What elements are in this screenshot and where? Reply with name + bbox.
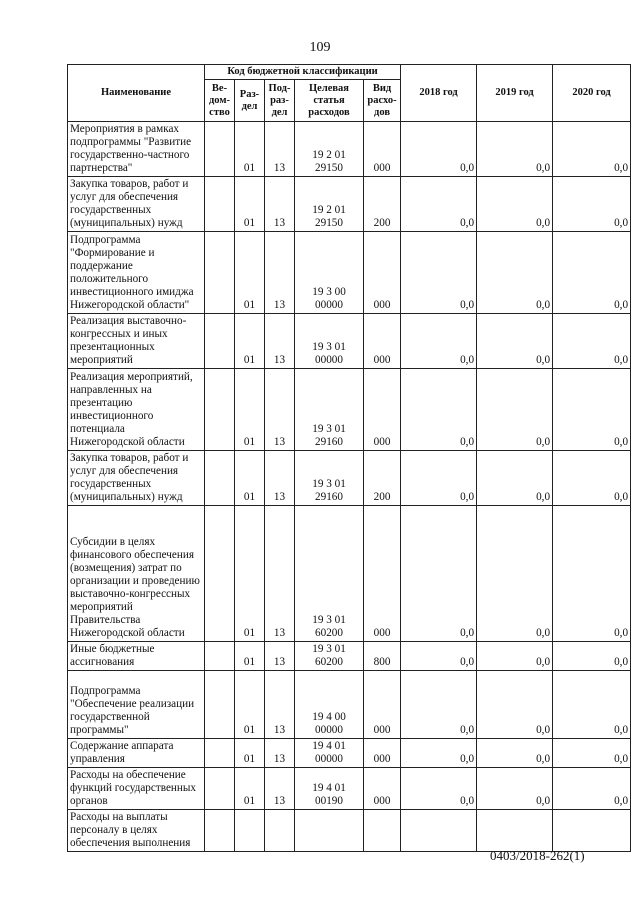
row-tselevaya: 19 3 00 00000 xyxy=(295,232,364,314)
row-podrazdel xyxy=(265,810,295,852)
header-tselevaya-statya: Целевая статья расходов xyxy=(295,80,364,122)
row-podrazdel: 13 xyxy=(265,177,295,232)
row-name: Реализация выставочно-конгрессных и иных презентационных мероприятий xyxy=(68,314,205,369)
row-tselevaya: 19 3 01 29160 xyxy=(295,369,364,451)
row-tselevaya xyxy=(295,810,364,852)
row-2020: 0,0 xyxy=(553,369,631,451)
row-2018: 0,0 xyxy=(401,451,477,506)
row-2019: 0,0 xyxy=(477,369,553,451)
row-razdel: 01 xyxy=(235,506,265,642)
row-podrazdel: 13 xyxy=(265,122,295,177)
row-2020: 0,0 xyxy=(553,122,631,177)
row-name: Расходы на выплаты персоналу в целях обеспечения выполнения xyxy=(68,810,205,852)
row-2018: 0,0 xyxy=(401,314,477,369)
row-name: Реализация мероприятий, направленных на презентацию инвестиционного потенциала Нижегородской области xyxy=(68,369,205,451)
row-name: Содержание аппарата управления xyxy=(68,739,205,768)
table-row xyxy=(68,506,631,642)
row-2019: 0,0 xyxy=(477,451,553,506)
row-2019: 0,0 xyxy=(477,232,553,314)
row-razdel: 01 xyxy=(235,122,265,177)
row-2020: 0,0 xyxy=(553,506,631,642)
row-podrazdel: 13 xyxy=(265,369,295,451)
row-2019: 0,0 xyxy=(477,506,553,642)
row-ved xyxy=(205,451,235,506)
row-ved xyxy=(205,768,235,810)
row-ved xyxy=(205,314,235,369)
row-2019: 0,0 xyxy=(477,671,553,739)
header-classification-group: Код бюджетной классификации xyxy=(205,65,401,80)
table-row xyxy=(68,314,631,369)
header-vedomstvo: Ве- дом- ство xyxy=(205,80,235,122)
table-row xyxy=(68,177,631,232)
row-podrazdel: 13 xyxy=(265,506,295,642)
row-vid: 800 xyxy=(364,642,401,671)
row-podrazdel: 13 xyxy=(265,642,295,671)
table-row xyxy=(68,768,631,810)
row-tselevaya: 19 4 00 00000 xyxy=(295,671,364,739)
row-2020: 0,0 xyxy=(553,451,631,506)
row-2019: 0,0 xyxy=(477,768,553,810)
header-year-2018: 2018 год xyxy=(401,65,477,122)
row-name: Субсидии в целях финансового обеспечения (возмещения) затрат по организации и проведению выставочно-конгрессных мероприятий Правительства Нижегородской области xyxy=(68,506,205,642)
row-tselevaya: 19 4 01 00000 xyxy=(295,739,364,768)
row-ved xyxy=(205,232,235,314)
row-razdel: 01 xyxy=(235,671,265,739)
row-2020 xyxy=(553,810,631,852)
row-2019: 0,0 xyxy=(477,739,553,768)
row-vid: 000 xyxy=(364,739,401,768)
budget-table xyxy=(67,64,631,852)
table-row xyxy=(68,810,631,852)
row-2018: 0,0 xyxy=(401,642,477,671)
row-name: Закупка товаров, работ и услуг для обеспечения государственных (муниципальных) нужд xyxy=(68,451,205,506)
table-row xyxy=(68,451,631,506)
row-2020: 0,0 xyxy=(553,232,631,314)
row-2019: 0,0 xyxy=(477,122,553,177)
row-ved xyxy=(205,177,235,232)
table-row xyxy=(68,671,631,739)
row-razdel: 01 xyxy=(235,232,265,314)
row-2018: 0,0 xyxy=(401,739,477,768)
row-razdel: 01 xyxy=(235,314,265,369)
row-vid: 200 xyxy=(364,177,401,232)
row-vid: 000 xyxy=(364,369,401,451)
row-razdel: 01 xyxy=(235,177,265,232)
row-vid: 000 xyxy=(364,671,401,739)
table-row xyxy=(68,642,631,671)
row-podrazdel: 13 xyxy=(265,451,295,506)
table-row xyxy=(68,739,631,768)
row-tselevaya: 19 2 01 29150 xyxy=(295,122,364,177)
row-2019: 0,0 xyxy=(477,177,553,232)
header-podrazdel: Под- раз- дел xyxy=(265,80,295,122)
row-2019 xyxy=(477,810,553,852)
row-tselevaya: 19 2 01 29150 xyxy=(295,177,364,232)
row-2020: 0,0 xyxy=(553,314,631,369)
row-vid: 000 xyxy=(364,314,401,369)
row-2018: 0,0 xyxy=(401,506,477,642)
row-2018 xyxy=(401,810,477,852)
row-2018: 0,0 xyxy=(401,768,477,810)
row-podrazdel: 13 xyxy=(265,768,295,810)
row-2018: 0,0 xyxy=(401,232,477,314)
row-name: Расходы на обеспечение функций государственных органов xyxy=(68,768,205,810)
header-vid-raskhodov: Вид расхо- дов xyxy=(364,80,401,122)
row-2018: 0,0 xyxy=(401,671,477,739)
row-razdel: 01 xyxy=(235,768,265,810)
row-tselevaya: 19 3 01 00000 xyxy=(295,314,364,369)
row-2019: 0,0 xyxy=(477,314,553,369)
row-2018: 0,0 xyxy=(401,369,477,451)
row-razdel xyxy=(235,810,265,852)
row-vid: 000 xyxy=(364,122,401,177)
row-ved xyxy=(205,810,235,852)
row-vid: 200 xyxy=(364,451,401,506)
row-2018: 0,0 xyxy=(401,122,477,177)
row-name: Мероприятия в рамках подпрограммы "Развитие государственно-частного партнерства" xyxy=(68,122,205,177)
page-number: 109 xyxy=(309,40,331,55)
row-name: Подпрограмма "Обеспечение реализации государственной программы" xyxy=(68,671,205,739)
header-year-2019: 2019 год xyxy=(477,65,553,122)
row-tselevaya: 19 3 01 60200 xyxy=(295,642,364,671)
row-ved xyxy=(205,369,235,451)
row-podrazdel: 13 xyxy=(265,232,295,314)
row-podrazdel: 13 xyxy=(265,671,295,739)
row-2019: 0,0 xyxy=(477,642,553,671)
row-razdel: 01 xyxy=(235,369,265,451)
row-ved xyxy=(205,739,235,768)
row-name: Закупка товаров, работ и услуг для обеспечения государственных (муниципальных) нужд xyxy=(68,177,205,232)
row-vid: 000 xyxy=(364,768,401,810)
header-year-2020: 2020 год xyxy=(553,65,631,122)
row-2020: 0,0 xyxy=(553,177,631,232)
table-row xyxy=(68,369,631,451)
row-vid: 000 xyxy=(364,232,401,314)
row-2020: 0,0 xyxy=(553,768,631,810)
table-row xyxy=(68,122,631,177)
row-ved xyxy=(205,122,235,177)
row-tselevaya: 19 4 01 00190 xyxy=(295,768,364,810)
header-name: Наименование xyxy=(68,65,205,122)
document-code: 0403/2018-262(1) xyxy=(490,848,585,863)
row-podrazdel: 13 xyxy=(265,314,295,369)
row-razdel: 01 xyxy=(235,642,265,671)
row-ved xyxy=(205,506,235,642)
header-razdel: Раз- дел xyxy=(235,80,265,122)
row-2020: 0,0 xyxy=(553,642,631,671)
row-razdel: 01 xyxy=(235,451,265,506)
row-podrazdel: 13 xyxy=(265,739,295,768)
row-ved xyxy=(205,671,235,739)
row-vid xyxy=(364,810,401,852)
row-name: Подпрограмма "Формирование и поддержание положительного инвестиционного имиджа Нижегородской области" xyxy=(68,232,205,314)
row-ved xyxy=(205,642,235,671)
row-name: Иные бюджетные ассигнования xyxy=(68,642,205,671)
row-2018: 0,0 xyxy=(401,177,477,232)
row-2020: 0,0 xyxy=(553,739,631,768)
row-2020: 0,0 xyxy=(553,671,631,739)
table-row xyxy=(68,232,631,314)
row-tselevaya: 19 3 01 29160 xyxy=(295,451,364,506)
row-razdel: 01 xyxy=(235,739,265,768)
row-tselevaya: 19 3 01 60200 xyxy=(295,506,364,642)
row-vid: 000 xyxy=(364,506,401,642)
